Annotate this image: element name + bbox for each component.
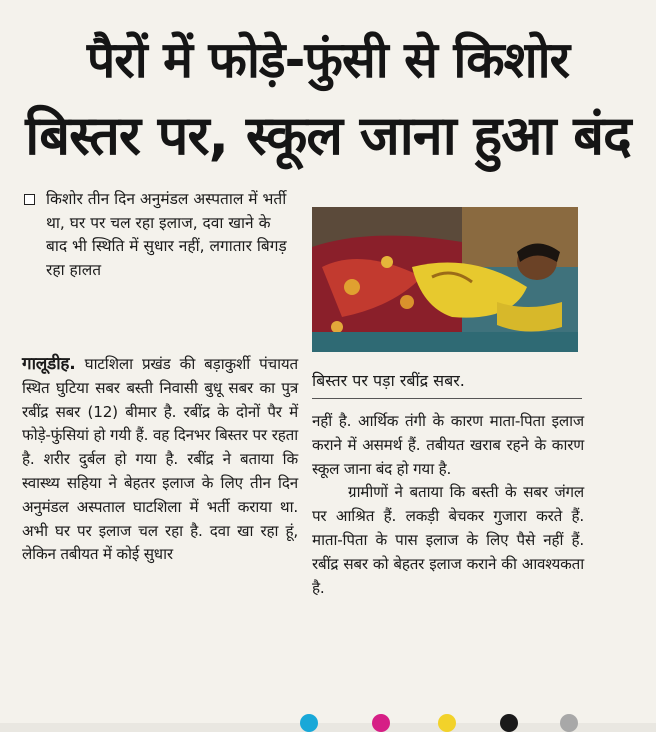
article-text-left: घाटशिला प्रखंड की बड़ाकुर्शी पंचायत स्थित घुटिया सबर बस्ती निवासी बुधू सबर का पुत्र रबींद्र सबर (12) बीमार है. रबींद्र के दोनों पैर में फोड़े-फुंसियां हो गयी हैं. वह दिनभर बिस्तर पर रहता है. शरीर दुर्बल हो गया है. रबींद्र ने बताया कि स्वास्थ्य सहिया ने बेहतर इलाज के लिए तीन दिन अनुमंडल अस्पताल घाटशिला में भर्ती कराया था. अभी घर पर इलाज चल रहा है. दवा खा रहा हूं, लेकिन तबीयत में कोई सुधार [22,355,298,564]
black-mark-icon [500,714,518,732]
boy-lying-on-bed-photo [312,207,578,352]
headline-line-1: पैरों में फोड़े-फुंसी से किशोर [86,31,570,89]
magenta-mark-icon [372,714,390,732]
article-paragraph-2-wrap [312,481,584,600]
news-photo [312,207,578,352]
gray-mark-icon [560,714,578,732]
square-bullet-icon [24,194,35,205]
article-paragraph-1: नहीं है. आर्थिक तंगी के कारण माता-पिता इलाज कराने में असमर्थ हैं. तबीयत खराब रहने के कारण स्कूल जाना बंद हो गया है. [312,412,584,478]
cyan-mark-icon [300,714,318,732]
headline-line-2: बिस्तर पर, स्कूल जाना हुआ बंद [25,104,631,167]
dateline: गालूडीह. [22,354,76,374]
summary-text: किशोर तीन दिन अनुमंडल अस्पताल में भर्ती था, घर पर चल रहा इलाज, दवा खाने के बाद भी स्थिति में सुधार नहीं, लगातार बिगड़ रहा हालत [46,190,287,279]
yellow-mark-icon [438,714,456,732]
registration-marks [0,712,656,723]
photo-caption: बिस्तर पर पड़ा रबींद्र सबर. [312,371,465,390]
summary-box [24,188,294,282]
caption-divider [312,398,582,399]
article-column-right [312,410,584,600]
article-paragraph-2: ग्रामीणों ने बताया कि बस्ती के सबर जंगल पर आश्रित हैं. लकड़ी बेचकर गुजारा करते हैं. माता-पिता के पास इलाज के लिए पैसे नहीं हैं. रबींद्र सबर को बेहतर इलाज कराने की आवश्यकता है. [312,483,584,597]
article-column-left [22,353,298,567]
